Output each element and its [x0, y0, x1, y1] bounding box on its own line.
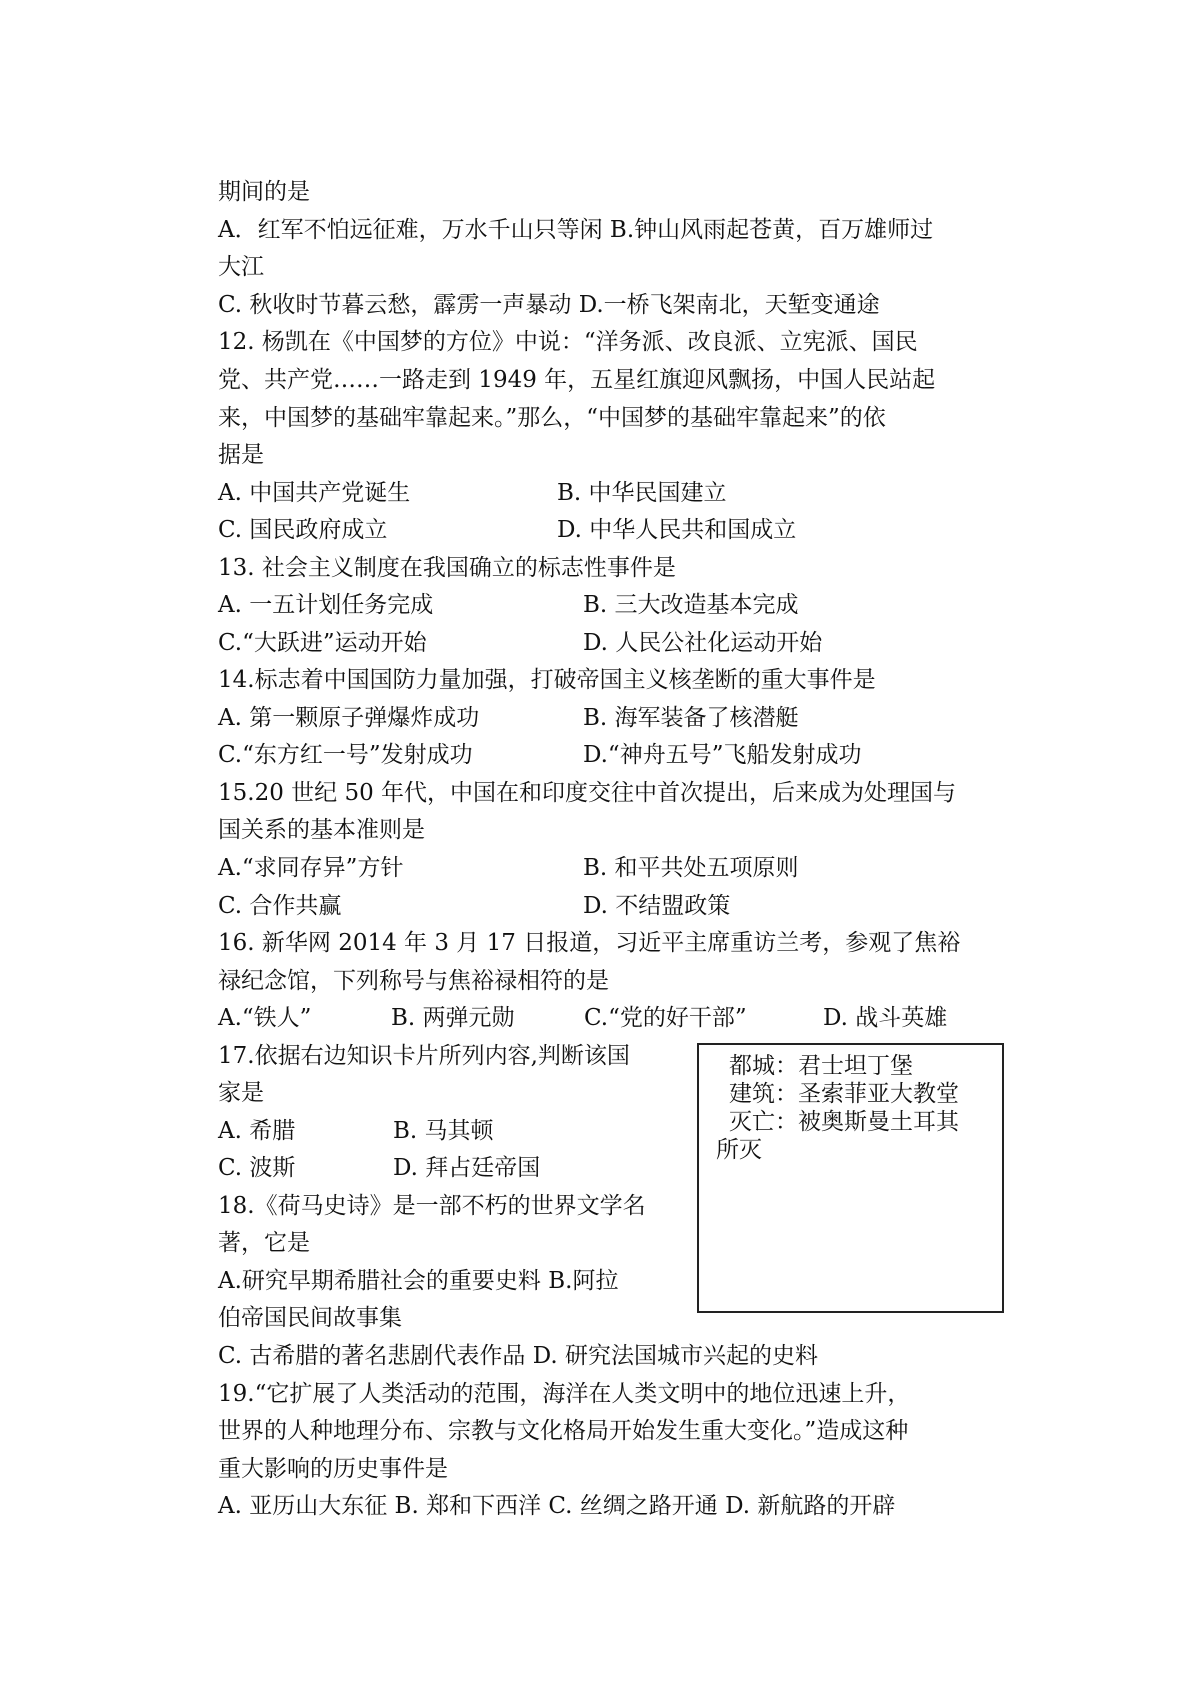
q11-options-ab-line2: 大江 — [218, 254, 264, 280]
q12-option-b: B. 中华民国建立 — [557, 480, 727, 506]
q18-options-ab-line2: 伯帝国民间故事集 — [218, 1305, 402, 1331]
q16-stem-line2: 禄纪念馆，下列称号与焦裕禄相符的是 — [218, 968, 609, 994]
q14-stem: 14.标志着中国国防力量加强，打破帝国主义核垄断的重大事件是 — [218, 667, 876, 693]
q13-option-b: B. 三大改造基本完成 — [583, 592, 799, 618]
q15-stem-line2: 国关系的基本准则是 — [218, 817, 425, 843]
card-capital: 都城：君士坦丁堡 — [729, 1053, 913, 1079]
q12-option-d: D. 中华人民共和国成立 — [557, 517, 797, 543]
q17-option-b: B. 马其顿 — [393, 1118, 494, 1144]
q19-stem-line2: 世界的人种地理分布、宗教与文化格局开始发生重大变化。”造成这种 — [218, 1418, 909, 1444]
q11-options-cd: C. 秋收时节暮云愁，霹雳一声暴动 D.一桥飞架南北，天堑变通途 — [218, 292, 880, 318]
q12-option-c: C. 国民政府成立 — [218, 517, 388, 543]
q19-options: A. 亚历山大东征 B. 郑和下西洋 C. 丝绸之路开通 D. 新航路的开辟 — [218, 1493, 896, 1519]
q16-option-d: D. 战斗英雄 — [823, 1005, 948, 1031]
q16-stem-line1: 16. 新华网 2014 年 3 月 17 日报道，习近平主席重访兰考，参观了焦裕 — [218, 930, 961, 956]
q17-option-c: C. 波斯 — [218, 1155, 296, 1181]
q15-option-a: A.“求同存异”方针 — [218, 855, 404, 881]
q13-option-d: D. 人民公社化运动开始 — [583, 630, 823, 656]
q16-option-a: A.“铁人” — [218, 1005, 312, 1031]
card-architecture: 建筑：圣索菲亚大教堂 — [729, 1081, 959, 1107]
q17-stem-line2: 家是 — [218, 1080, 264, 1106]
q13-option-c: C.“大跃进”运动开始 — [218, 630, 427, 656]
q17-option-a: A. 希腊 — [218, 1118, 296, 1144]
q15-stem-line1: 15.20 世纪 50 年代，中国在和印度交往中首次提出，后来成为处理国与 — [218, 780, 957, 806]
q17-option-d: D. 拜占廷帝国 — [393, 1155, 541, 1181]
q14-option-c: C.“东方红一号”发射成功 — [218, 742, 473, 768]
q13-option-a: A. 一五计划任务完成 — [218, 592, 434, 618]
q19-stem-line1: 19.“它扩展了人类活动的范围，海洋在人类文明中的地位迅速上升， — [218, 1381, 911, 1407]
card-fall: 灭亡：被奥斯曼土耳其 — [729, 1109, 959, 1135]
q12-stem-line1: 12. 杨凯在《中国梦的方位》中说：“洋务派、改良派、立宪派、国民 — [218, 329, 918, 355]
q12-stem-line4: 据是 — [218, 442, 264, 468]
q18-options-ab-line1: A.研究早期希腊社会的重要史料 B.阿拉 — [218, 1268, 619, 1294]
q18-options-cd: C. 古希腊的著名悲剧代表作品 D. 研究法国城市兴起的史料 — [218, 1343, 818, 1369]
q15-option-b: B. 和平共处五项原则 — [583, 855, 799, 881]
q16-option-c: C.“党的好干部” — [584, 1005, 747, 1031]
q14-option-a: A. 第一颗原子弹爆炸成功 — [218, 705, 480, 731]
q12-stem-line3: 来，中国梦的基础牢靠起来。”那么，“中国梦的基础牢靠起来”的依 — [218, 405, 886, 431]
q18-stem-line1: 18.《荷马史诗》是一部不朽的世界文学名 — [218, 1193, 646, 1219]
q14-option-d: D.“神舟五号”飞船发射成功 — [583, 742, 862, 768]
q18-stem-line2: 著，它是 — [218, 1230, 310, 1256]
q12-stem-line2: 党、共产党……一路走到 1949 年，五星红旗迎风飘扬，中国人民站起 — [218, 367, 936, 393]
card-fall-continued: 所灭 — [716, 1137, 762, 1163]
q15-option-c: C. 合作共赢 — [218, 893, 342, 919]
q11-stem-tail: 期间的是 — [218, 179, 310, 205]
q19-stem-line3: 重大影响的历史事件是 — [218, 1456, 448, 1482]
q11-options-ab-line1: A．红军不怕远征难，万水千山只等闲 B.钟山风雨起苍黄，百万雄师过 — [218, 217, 934, 243]
q16-option-b: B. 两弹元勋 — [391, 1005, 515, 1031]
q12-option-a: A. 中国共产党诞生 — [218, 480, 411, 506]
q13-stem: 13. 社会主义制度在我国确立的标志性事件是 — [218, 555, 676, 581]
q14-option-b: B. 海军装备了核潜艇 — [583, 705, 799, 731]
q15-option-d: D. 不结盟政策 — [583, 893, 731, 919]
q17-stem-line1: 17.依据右边知识卡片所列内容,判断该国 — [218, 1043, 630, 1069]
knowledge-card — [697, 1043, 1004, 1313]
